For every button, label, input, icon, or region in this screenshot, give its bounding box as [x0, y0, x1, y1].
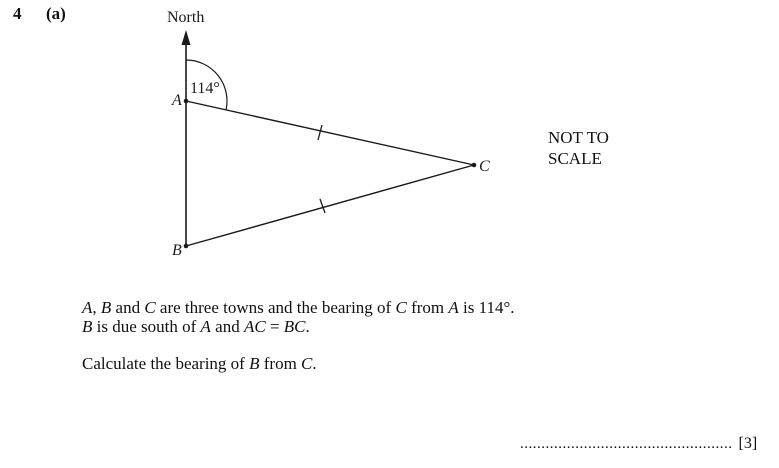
question-part: (a) [46, 4, 66, 23]
angle-label: 114° [190, 80, 220, 97]
point-a-dot [184, 99, 189, 104]
line-bc [186, 165, 474, 246]
point-c-dot [472, 163, 477, 168]
answer-line[interactable] [520, 435, 757, 453]
marks-label: [3] [738, 435, 758, 452]
question-instruction: Calculate the bearing of B from C. [82, 354, 317, 373]
point-a-label: A [172, 92, 182, 109]
line-ac [186, 101, 474, 165]
answer-dots[interactable]: .................................................. [520, 436, 733, 452]
north-arrow-icon [182, 30, 191, 45]
point-b-dot [184, 244, 189, 249]
tick-bc [320, 199, 325, 213]
point-c-label: C [479, 158, 490, 175]
tick-ac [318, 125, 322, 140]
question-number: 4 [13, 4, 22, 23]
north-label: North [167, 9, 205, 26]
question-text-line-2: B is due south of A and AC = BC. [82, 317, 310, 336]
point-b-label: B [172, 242, 182, 259]
not-to-scale-note: NOT TO SCALE [548, 128, 609, 168]
question-text-line-1: A, B and C are three towns and the bearing of C from A is 114°. [82, 298, 515, 317]
